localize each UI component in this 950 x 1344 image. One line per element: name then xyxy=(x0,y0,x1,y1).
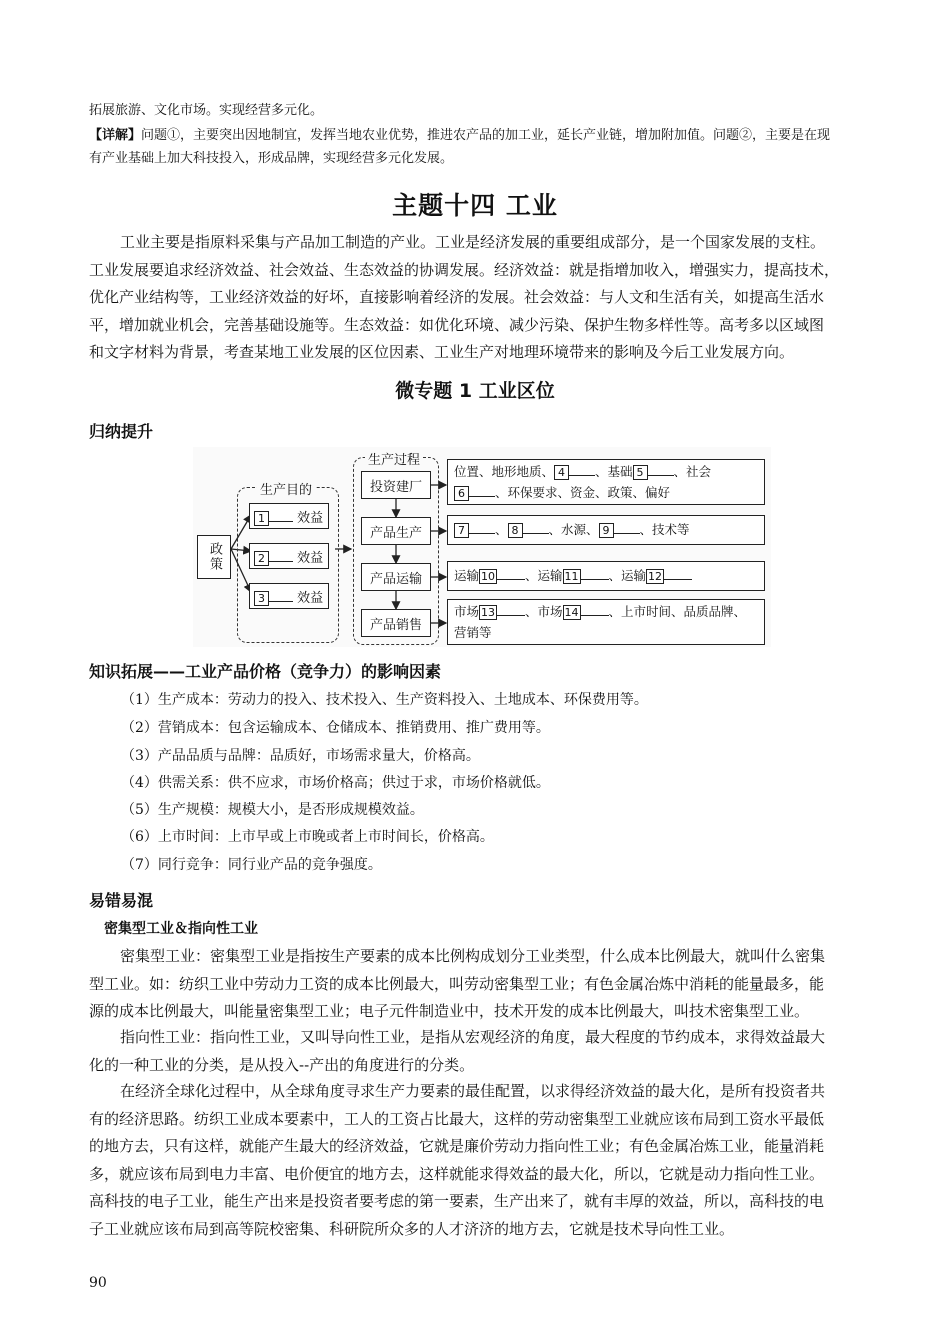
micro-topic-title: 微专题 1 工业区位 xyxy=(395,380,555,402)
para-line: 密集型工业：密集型工业是指按生产要素的成本比例构成划分工业类型，什么成本比例最大，就叫什么密集 xyxy=(120,947,826,965)
detail-text-2: 有产业基础上加大科技投入，形成品牌，实现经营多元化发展。 xyxy=(89,151,454,166)
condition-text: 运输 10 、运输 11 、运输 12 xyxy=(448,565,692,586)
condition-text: 7 、 8 、水源、 9 、技术等 xyxy=(448,519,690,540)
benefit-label: 效益 xyxy=(297,551,324,566)
subsection-intensive-oriented: 密集型工业＆指向性工业 xyxy=(104,921,258,937)
section-extension: 知识拓展——工业产品价格（竞争力）的影响因素 xyxy=(89,662,442,681)
section-confusion: 易错易混 xyxy=(89,891,154,910)
condition-sales xyxy=(447,599,765,645)
benefit-box-3 xyxy=(249,583,329,609)
intro-line: 优化产业结构等，工业经济效益的好坏，直接影响着经济的发展。社会效益：与人文和生活有关，如提高生活水 xyxy=(89,288,825,306)
industry-location-diagram xyxy=(193,447,771,647)
detail-label: 【详解】 xyxy=(89,128,142,143)
condition-text: 市场 13 、市场 14 、上市时间、品质品牌、 营销等 xyxy=(454,604,747,640)
benefit-label: 效益 xyxy=(297,511,324,526)
benefit-label: 效益 xyxy=(297,591,324,606)
prev-answer-line: 拓展旅游、文化市场。实现经营多元化。 xyxy=(89,103,324,118)
para-line: 在经济全球化过程中，从全球角度寻求生产力要素的最佳配置，以求得经济效益的最大化，是所有投资者共 xyxy=(120,1082,826,1100)
para-line: 源的成本比例最大，叫能量密集型工业；电子元件制造业中，技术开发的成本比例最大，叫技术密集型工业。 xyxy=(89,1002,810,1020)
step-label: 产品运输 xyxy=(369,571,422,587)
detail-explanation xyxy=(89,123,864,148)
paragraph-intensive xyxy=(89,943,864,1026)
purpose-label: 生产目的 xyxy=(257,479,315,498)
blank-number: 2 xyxy=(254,551,269,566)
factor-item: （4）供需关系：供不应求，市场价格高；供过于求，市场价格就低。 xyxy=(121,775,550,791)
factor-item: （1）生产成本：劳动力的投入、技术投入、生产资料投入、土地成本、环保费用等。 xyxy=(121,692,648,708)
condition-production xyxy=(447,515,765,545)
para-line: 有的经济思路。纺织工业成本要素中，工人的工资占比最大，这样的劳动密集型工业就应该布局到工资水平最低 xyxy=(89,1109,825,1128)
step-transport xyxy=(361,563,431,591)
intro-paragraph xyxy=(89,229,864,367)
para-line: 高科技的电子工业，能生产出来是投资者要考虑的第一要素，生产出来了，就有丰厚的效益，所以，高科技的电 xyxy=(89,1192,825,1210)
factor-item: （5）生产规模：规模大小，是否形成规模效益。 xyxy=(121,802,424,818)
step-label: 产品销售 xyxy=(369,617,422,633)
step-label: 产品生产 xyxy=(369,525,422,541)
page-number: 90 xyxy=(89,1275,107,1291)
step-sales xyxy=(361,609,431,637)
blank-number: 3 xyxy=(254,591,269,606)
condition-text: 位置、地形地质、 4 、基础 5 、社会 6 、环保要求、资金、政策、偏好 xyxy=(454,464,712,500)
benefit-box-1 xyxy=(249,503,329,529)
detail-text-1: 问题①，主要突出因地制宜，发挥当地农业优势，推进农产品的加工业，延长产业链，增加附加值。问题②，主要是在现 xyxy=(141,128,831,143)
para-line: 子工业就应该布局到高等院校密集、科研院所众多的人才济济的地方去，它就是技术导向性工业。 xyxy=(89,1219,735,1238)
factor-item: （6）上市时间：上市早或上市晚或者上市时间长，价格高。 xyxy=(121,829,494,845)
policy-label: 政策 xyxy=(207,542,222,572)
intro-line: 工业主要是指原料采集与产品加工制造的产业。工业是经济发展的重要组成部分，是一个国家发展的支柱。 xyxy=(120,233,826,251)
para-line: 多，就应该布局到电力丰富、电价便宜的地方去，这样就能求得效益的最大化，所以，它就是动力指向性工业。 xyxy=(89,1164,825,1183)
step-production xyxy=(361,517,431,545)
intro-line: 平，增加就业机会，完善基础设施等。生态效益：如优化环境、减少污染、保护生物多样性等。高考多以区域图 xyxy=(89,315,825,334)
step-invest-build xyxy=(361,471,431,499)
process-label: 生产过程 xyxy=(365,449,423,468)
paragraph-oriented xyxy=(89,1024,864,1079)
benefit-box-2 xyxy=(249,543,329,569)
section-induction: 归纳提升 xyxy=(89,422,154,441)
topic-title: 主题十四 工业 xyxy=(392,191,558,220)
para-line: 的地方去，只有这样，就能产生最大的经济效益，它就是廉价劳动力指向性工业；有色金属冶炼工业，能量消耗 xyxy=(89,1137,825,1155)
para-line: 化的一种工业的分类，是从投入--产出的角度进行的分类。 xyxy=(89,1055,475,1074)
blank-number: 1 xyxy=(254,511,269,526)
intro-line: 和文字材料为背景，考查某地工业发展的区位因素、工业生产对地理环境带来的影响及今后工业发展方向。 xyxy=(89,343,795,361)
para-line: 型工业。如：纺织工业中劳动力工资的成本比例最大，叫劳动密集型工业；有色金属冶炼中消耗的能量最多，能 xyxy=(89,974,825,993)
para-line: 指向性工业：指向性工业，又叫导向性工业，是指从宏观经济的角度，最大程度的节约成本，求得效益最大 xyxy=(120,1028,826,1046)
factor-item: （3）产品品质与品牌：品质好，市场需求量大，价格高。 xyxy=(121,748,480,764)
step-label: 投资建厂 xyxy=(369,479,422,495)
paragraph-globalization xyxy=(89,1078,864,1243)
policy-box xyxy=(197,535,231,579)
condition-transport xyxy=(447,561,765,591)
intro-line: 工业发展要追求经济效益、社会效益、生态效益的协调发展。经济效益：就是指增加收入，增强实力，提高技术， xyxy=(89,260,840,279)
condition-invest xyxy=(447,459,765,505)
factor-item: （7）同行竞争：同行业产品的竞争强度。 xyxy=(121,857,382,873)
factor-item: （2）营销成本：包含运输成本、仓储成本、推销费用、推广费用等。 xyxy=(121,720,550,736)
